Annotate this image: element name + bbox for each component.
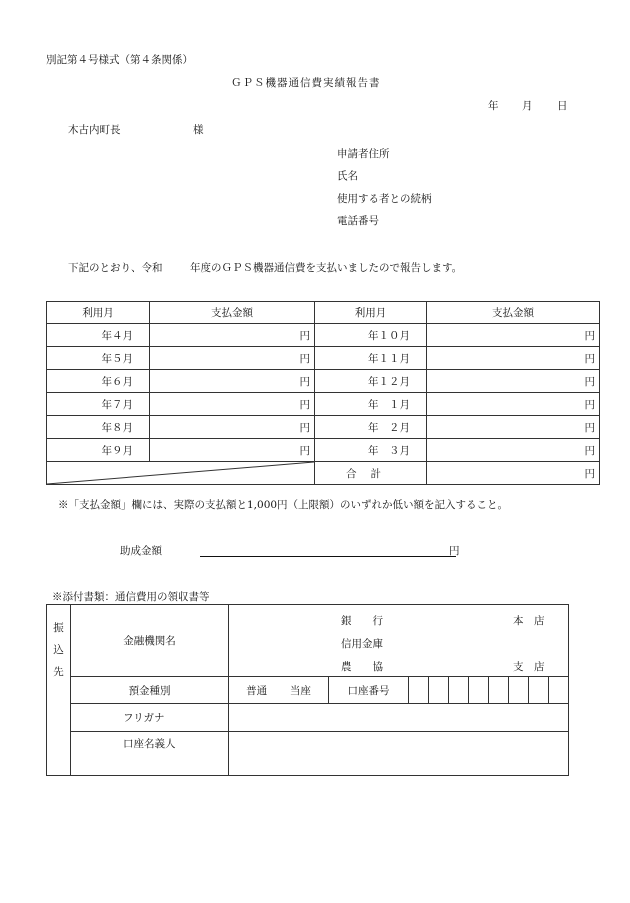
header-usage-month-2: 利用月 — [315, 302, 427, 324]
diagonal-line — [47, 462, 314, 484]
furikomi-char-2: 込 — [53, 644, 64, 656]
month-cell: 年７月 — [47, 393, 150, 416]
amount-field[interactable]: 円 — [150, 416, 315, 439]
month-cell: 年１２月 — [315, 370, 427, 393]
amount-field[interactable]: 円 — [427, 347, 600, 370]
table-row — [47, 370, 600, 393]
date-day-label: 日 — [557, 100, 568, 112]
date-year-label: 年 — [488, 100, 499, 112]
deposit-option-ordinary[interactable]: 普通 — [246, 684, 268, 697]
subsidy-unit: 円 — [449, 545, 460, 557]
branch-type-head-office: 本 店 — [513, 615, 545, 627]
amount-field[interactable]: 円 — [150, 324, 315, 347]
deposit-option-checking[interactable]: 当座 — [289, 684, 311, 697]
header-payment-amount-2: 支払金額 — [427, 302, 600, 324]
furigana-row — [47, 704, 569, 732]
diagonal-blank-cell — [47, 462, 315, 485]
page-title: ＧＰＳ機器通信費実績報告書 — [231, 77, 381, 89]
account-digit-box[interactable] — [549, 677, 568, 703]
account-digit-box[interactable] — [469, 677, 489, 703]
table-row — [47, 416, 600, 439]
table-header-row — [47, 302, 600, 324]
furigana-label: フリガナ — [123, 712, 165, 724]
total-amount-field[interactable]: 円 — [427, 462, 600, 485]
attachments-note: ※添付書類：通信費用の領収書等 — [52, 591, 210, 603]
table-row — [47, 439, 600, 462]
amount-field[interactable]: 円 — [427, 393, 600, 416]
furikomi-char-3: 先 — [53, 666, 64, 678]
statement-prefix: 下記のとおり、令和 — [68, 262, 163, 274]
applicant-phone-label: 電話番号 — [337, 215, 379, 227]
table-row — [47, 347, 600, 370]
total-label-cell — [315, 462, 427, 485]
table-row — [47, 324, 600, 347]
amount-field[interactable]: 円 — [150, 370, 315, 393]
amount-field[interactable]: 円 — [150, 439, 315, 462]
month-cell: 年４月 — [47, 324, 150, 347]
total-label: 合計 — [346, 467, 395, 480]
bank-type-agri-coop: 農 協 — [341, 661, 383, 673]
form-code: 別記第４号様式（第４条関係） — [46, 54, 193, 66]
deposit-type-label: 預金種別 — [71, 677, 229, 704]
holder-row — [47, 732, 569, 776]
header-usage-month: 利用月 — [47, 302, 150, 324]
account-number-field[interactable] — [409, 677, 569, 704]
usage-table — [46, 301, 600, 485]
holder-field[interactable] — [229, 732, 569, 776]
furigana-label-cell — [71, 704, 229, 732]
bank-type-credit-union: 信用金庫 — [341, 638, 383, 650]
month-cell: 年１１月 — [315, 347, 427, 370]
note-text: ※「支払金額」欄には、実際の支払額と1,000円（上限額）のいずれか低い額を記入すること。 — [58, 499, 509, 511]
month-cell: 年 ２月 — [315, 416, 427, 439]
applicant-relation-label: 使用する者との続柄 — [337, 193, 432, 205]
institution-label: 金融機関名 — [71, 605, 229, 677]
month-cell: 年６月 — [47, 370, 150, 393]
month-cell: 年９月 — [47, 439, 150, 462]
amount-field[interactable]: 円 — [427, 439, 600, 462]
account-digit-box[interactable] — [529, 677, 549, 703]
amount-field[interactable]: 円 — [427, 370, 600, 393]
amount-field[interactable]: 円 — [427, 416, 600, 439]
month-cell: 年８月 — [47, 416, 150, 439]
subsidy-label: 助成金額 — [120, 545, 162, 557]
amount-field[interactable]: 円 — [150, 347, 315, 370]
account-digit-box[interactable] — [409, 677, 429, 703]
header-payment-amount: 支払金額 — [150, 302, 315, 324]
institution-row — [47, 605, 569, 677]
furikomi-char-1: 振 — [53, 622, 64, 634]
holder-label-cell — [71, 732, 229, 776]
account-digit-box[interactable] — [429, 677, 449, 703]
amount-field[interactable]: 円 — [427, 324, 600, 347]
month-cell: 年１０月 — [315, 324, 427, 347]
amount-field[interactable]: 円 — [150, 393, 315, 416]
deposit-row — [47, 677, 569, 704]
addressee-honorific: 様 — [193, 124, 204, 136]
institution-field[interactable] — [229, 605, 569, 677]
account-digit-box[interactable] — [449, 677, 469, 703]
transfer-destination-cell — [47, 605, 71, 776]
account-digit-box[interactable] — [489, 677, 509, 703]
bank-type-bank: 銀 行 — [341, 615, 383, 627]
bank-table — [46, 604, 569, 776]
holder-label: 口座名義人 — [123, 738, 176, 750]
subsidy-amount-field[interactable] — [200, 542, 456, 557]
month-cell: 年 １月 — [315, 393, 427, 416]
furigana-field[interactable] — [229, 704, 569, 732]
account-digit-box[interactable] — [509, 677, 529, 703]
month-cell: 年５月 — [47, 347, 150, 370]
applicant-address-label: 申請者住所 — [337, 148, 390, 160]
statement-suffix: 年度のＧＰＳ機器通信費を支払いましたので報告します。 — [190, 262, 463, 274]
month-cell: 年 ３月 — [315, 439, 427, 462]
addressee-name: 木古内町長 — [68, 124, 121, 136]
table-row — [47, 393, 600, 416]
account-number-label: 口座番号 — [329, 677, 409, 704]
date-month-label: 月 — [522, 100, 533, 112]
total-row — [47, 462, 600, 485]
branch-type-branch: 支 店 — [513, 661, 545, 673]
deposit-type-options[interactable] — [229, 677, 329, 704]
applicant-name-label: 氏名 — [337, 170, 358, 182]
